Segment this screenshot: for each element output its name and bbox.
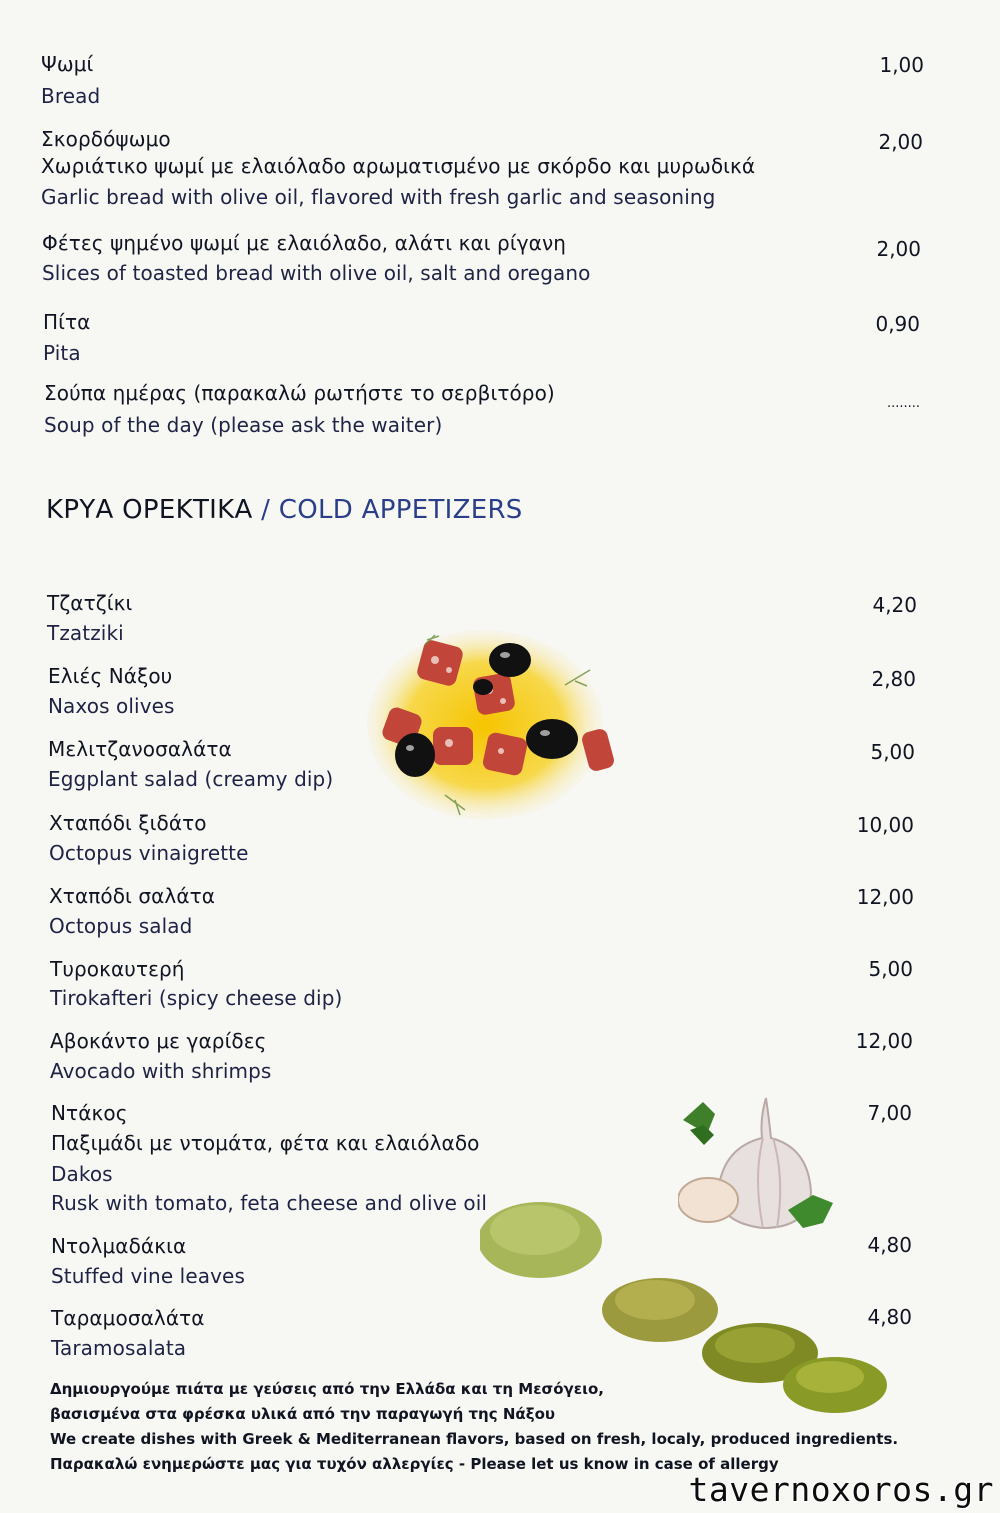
footer-line: Δημιουργούμε πιάτα με γεύσεις από την Ελλάδα και τη Μεσόγειο,	[50, 1380, 604, 1398]
item-name-en: Pita	[43, 341, 81, 365]
item-price: 0,90	[875, 312, 920, 336]
footer-line: We create dishes with Greek & Mediterranean flavors, based on fresh, localy, produced ingredients.	[50, 1430, 899, 1448]
item-name-gr: Μελιτζανοσαλάτα	[48, 737, 232, 761]
item-name-en: Stuffed vine leaves	[51, 1264, 245, 1288]
item-name-en: Eggplant salad (creamy dip)	[48, 767, 334, 791]
item-description-gr: Παξιμάδι με ντομάτα, φέτα και ελαιόλαδο	[51, 1131, 480, 1155]
item-name-en: Avocado with shrimps	[50, 1059, 272, 1083]
item-name-gr: Ντάκος	[51, 1101, 128, 1125]
footer-notes	[50, 1377, 898, 1477]
item-price: 5,00	[870, 740, 915, 764]
item-name-gr: Ντολμαδάκια	[51, 1234, 187, 1258]
item-price: 12,00	[856, 885, 914, 909]
item-name-gr: Ψωμί	[41, 52, 94, 76]
item-price: 7,00	[867, 1101, 912, 1125]
item-name-en: Soup of the day (please ask the waiter)	[44, 413, 443, 437]
item-name-gr: Πίτα	[43, 310, 91, 334]
item-name-gr: Ελιές Νάξου	[48, 664, 173, 688]
section-separator: /	[261, 495, 271, 525]
item-description-en: Rusk with tomato, feta cheese and olive oil	[51, 1191, 488, 1215]
item-name-gr: Αβοκάντο με γαρίδες	[50, 1029, 267, 1053]
watermark: tavernoxoros.gr	[688, 1470, 994, 1509]
item-name-en: Tirokafteri (spicy cheese dip)	[50, 986, 343, 1010]
item-price: 10,00	[856, 813, 914, 837]
item-price: 5,00	[868, 957, 913, 981]
item-name-en: Tzatziki	[47, 621, 124, 645]
section-heading	[46, 493, 523, 527]
item-price: 2,00	[876, 237, 921, 261]
octopus-dish-image	[365, 615, 615, 835]
item-name-gr: Τζατζίκι	[47, 591, 133, 615]
item-name-en: Octopus vinaigrette	[49, 841, 249, 865]
item-name-en: Taramosalata	[51, 1336, 187, 1360]
item-name-en: Dakos	[51, 1162, 113, 1186]
item-name-en: Octopus salad	[49, 914, 193, 938]
footer-line: Παρακαλώ ενημερώστε μας για τυχόν αλλεργίες - Please let us know in case of allergy	[50, 1455, 779, 1473]
item-price: 12,00	[855, 1029, 913, 1053]
footer-line: βασισμένα στα φρέσκα υλικά από την παραγωγή της Νάξου	[50, 1405, 555, 1423]
item-name-gr: Χταπόδι σαλάτα	[49, 884, 216, 908]
item-name-gr: Ταραμοσαλάτα	[51, 1306, 205, 1330]
item-description-en: Garlic bread with olive oil, flavored with fresh garlic and seasoning	[41, 185, 716, 209]
item-price: 2,00	[878, 130, 923, 154]
item-name-gr: Σκορδόψωμο	[41, 127, 171, 151]
item-name-gr: Τυροκαυτερή	[50, 957, 185, 981]
item-name-en: Naxos olives	[48, 694, 175, 718]
section-title-gr: ΚΡΥΑ ΟΡΕΚΤΙΚΑ	[46, 495, 253, 525]
item-price: 4,80	[867, 1305, 912, 1329]
item-description-gr: Χωριάτικο ψωμί με ελαιόλαδο αρωματισμένο με σκόρδο και μυρωδικά	[41, 154, 756, 178]
item-name-en: Bread	[41, 84, 101, 108]
item-price: 4,20	[872, 593, 917, 617]
item-name-gr: Σούπα ημέρας (παρακαλώ ρωτήστε το σερβιτόρο)	[44, 381, 555, 405]
section-title-en: COLD APPETIZERS	[278, 495, 523, 525]
item-name-gr: Χταπόδι ξιδάτο	[49, 811, 207, 835]
item-price: 1,00	[879, 53, 924, 77]
item-name-gr: Φέτες ψημένο ψωμί με ελαιόλαδο, αλάτι και ρίγανη	[42, 231, 566, 255]
item-price: 2,80	[871, 667, 916, 691]
item-name-en: Slices of toasted bread with olive oil, salt and oregano	[42, 261, 591, 285]
item-price: ........	[886, 396, 920, 411]
item-price: 4,80	[867, 1233, 912, 1257]
